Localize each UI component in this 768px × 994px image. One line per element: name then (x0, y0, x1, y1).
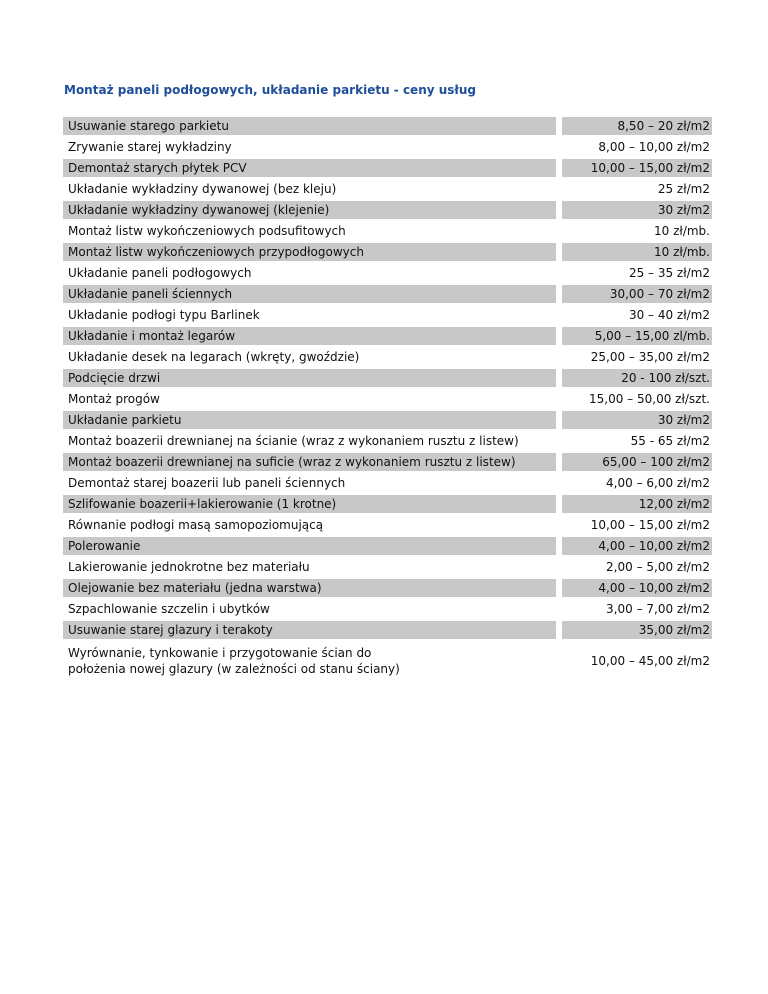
table-row (63, 369, 712, 387)
service-name: Montaż boazerii drewnianej na ścianie (wraz z wykonaniem rusztu z listew) (68, 434, 519, 448)
service-price: 8,50 – 20 zł/m2 (562, 117, 712, 135)
service-price: 5,00 – 15,00 zl/mb. (562, 327, 712, 345)
service-name: Montaż listw wykończeniowych przypodłogowych (63, 243, 556, 261)
service-price: 25,00 – 35,00 zł/m2 (590, 350, 710, 364)
table-row (63, 201, 712, 219)
price-table (63, 114, 712, 683)
service-price: 25 zł/m2 (657, 182, 710, 196)
service-name: Olejowanie bez materiału (jedna warstwa) (63, 579, 556, 597)
table-row (63, 117, 712, 135)
table-row (63, 579, 712, 597)
service-name: Układanie paneli ściennych (63, 285, 556, 303)
service-price: 3,00 – 7,00 zł/m2 (606, 602, 710, 616)
service-name: Układanie desek na legarach (wkręty, gwoździe) (68, 350, 360, 364)
table-row (63, 621, 712, 639)
service-name: Szpachlowanie szczelin i ubytków (68, 602, 270, 616)
service-price: 65,00 – 100 zł/m2 (562, 453, 712, 471)
service-name: Szlifowanie boazerii+lakierowanie (1 krotne) (63, 495, 556, 513)
service-name (63, 642, 556, 680)
table-row (63, 180, 712, 198)
table-row (63, 243, 712, 261)
table-row (63, 264, 712, 282)
service-price: 4,00 – 10,00 zł/m2 (562, 579, 712, 597)
table-row (63, 516, 712, 534)
table-row (63, 348, 712, 366)
service-name: Lakierowanie jednokrotne bez materiału (68, 560, 310, 574)
service-price: 30 zł/m2 (562, 201, 712, 219)
service-price: 10 zł/mb. (562, 243, 712, 261)
service-name-line-1: Wyrównanie, tynkowanie i przygotowanie ścian do (68, 646, 372, 660)
service-price: 8,00 – 10,00 zł/m2 (598, 140, 710, 154)
service-price: 4,00 – 10,00 zł/m2 (562, 537, 712, 555)
service-price: 10,00 – 15,00 zł/m2 (562, 159, 712, 177)
service-name: Układanie i montaż legarów (63, 327, 556, 345)
table-row (63, 390, 712, 408)
table-row (63, 558, 712, 576)
service-name: Usuwanie starego parkietu (63, 117, 556, 135)
table-row (63, 159, 712, 177)
table-row (63, 411, 712, 429)
service-name: Demontaż starych płytek PCV (63, 159, 556, 177)
service-price: 10,00 – 15,00 zł/m2 (590, 518, 710, 532)
service-name: Układanie wykładziny dywanowej (klejenie) (63, 201, 556, 219)
service-price: 25 – 35 zł/m2 (628, 266, 710, 280)
service-name: Usuwanie starej glazury i terakoty (63, 621, 556, 639)
table-row (63, 285, 712, 303)
service-name: Układanie paneli podłogowych (68, 266, 252, 280)
service-name-line-2: położenia nowej glazury (w zależności od stanu ściany) (68, 662, 400, 676)
table-row (63, 474, 712, 492)
service-price: 30 – 40 zł/m2 (628, 308, 710, 322)
table-row (63, 222, 712, 240)
service-price: 35,00 zł/m2 (562, 621, 712, 639)
service-name: Równanie podłogi masą samopoziomującą (68, 518, 324, 532)
service-price: 4,00 – 6,00 zł/m2 (606, 476, 710, 490)
service-price: 10 zł/mb. (654, 224, 710, 238)
table-row (63, 642, 712, 680)
table-row (63, 495, 712, 513)
service-price: 55 - 65 zł/m2 (630, 434, 710, 448)
table-row (63, 138, 712, 156)
table-row (63, 537, 712, 555)
service-name: Zrywanie starej wykładziny (68, 140, 232, 154)
service-name: Demontaż starej boazerii lub paneli ściennych (68, 476, 346, 490)
table-row (63, 453, 712, 471)
table-row (63, 432, 712, 450)
page-title: Montaż paneli podłogowych, układanie parkietu - ceny usług (64, 83, 477, 97)
service-price: 2,00 – 5,00 zł/m2 (606, 560, 710, 574)
service-name: Układanie parkietu (63, 411, 556, 429)
service-name: Układanie podłogi typu Barlinek (68, 308, 260, 322)
service-name: Montaż progów (68, 392, 160, 406)
table-row (63, 327, 712, 345)
service-name: Montaż boazerii drewnianej na suficie (wraz z wykonaniem rusztu z listew) (63, 453, 556, 471)
service-price: 20 - 100 zł/szt. (562, 369, 712, 387)
service-price: 30 zł/m2 (562, 411, 712, 429)
service-name: Podcięcie drzwi (63, 369, 556, 387)
service-name: Polerowanie (63, 537, 556, 555)
service-price: 10,00 – 45,00 zł/m2 (590, 654, 710, 668)
table-row (63, 306, 712, 324)
service-price: 30,00 – 70 zł/m2 (562, 285, 712, 303)
service-price: 15,00 – 50,00 zł/szt. (589, 392, 710, 406)
service-name: Montaż listw wykończeniowych podsufitowych (68, 224, 346, 238)
table-row (63, 600, 712, 618)
service-name: Układanie wykładziny dywanowej (bez kleju) (68, 182, 337, 196)
service-price: 12,00 zł/m2 (562, 495, 712, 513)
